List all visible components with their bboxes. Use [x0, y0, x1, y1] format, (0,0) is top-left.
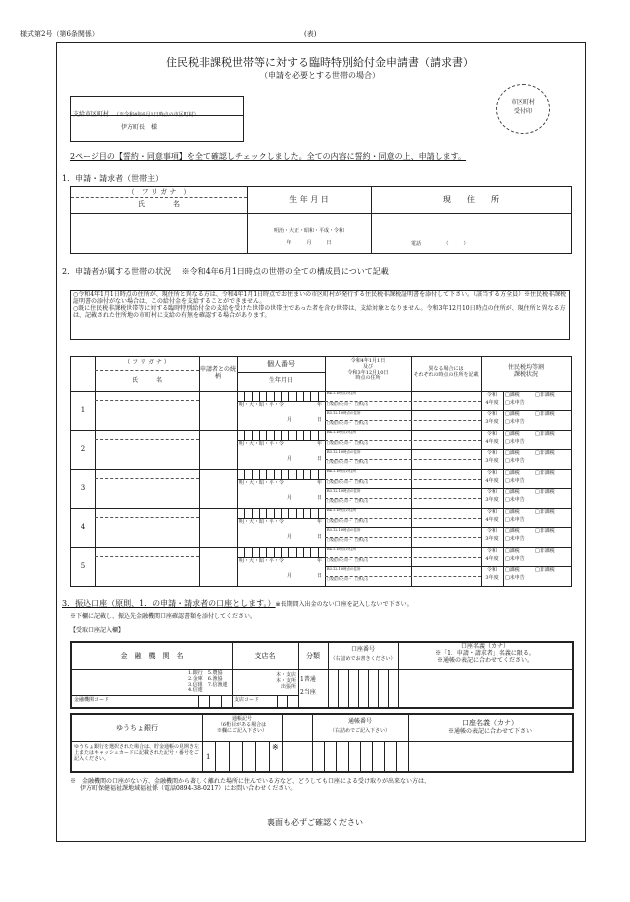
member-mynumber-field[interactable]	[237, 469, 325, 479]
yucho-label: ゆうちょ銀行	[116, 724, 158, 732]
bango-label: 通帳番号	[347, 718, 372, 725]
member-era-options[interactable]: 明・大・昭・平・令	[239, 480, 285, 486]
payer-note: （※令和4年6月1日時点の市区町村）	[114, 112, 199, 118]
tax-exempt-checkbox[interactable]: □非課税	[535, 509, 555, 515]
kigo-header	[202, 717, 282, 734]
kind-current[interactable]: 2当座	[300, 689, 316, 696]
branch-label: 支店名	[254, 652, 276, 660]
side-indicator: (表)	[304, 30, 317, 38]
footer-note-2: 伊方町保健福祉課地域福祉係（電話0894-38-0217）にお問い合わせください。	[80, 784, 297, 792]
holder-note-2: ※通帳の表記に合わせてください。	[436, 656, 533, 664]
member-birth-month: 月	[287, 456, 293, 462]
member-mynumber-field[interactable]	[237, 547, 325, 557]
member-birth-year: 年	[317, 402, 323, 408]
col-furigana: （ フ リ ガ ナ ）	[124, 359, 170, 366]
col-address-diff	[411, 367, 481, 379]
tax-exempt-checkbox[interactable]: □非課税	[535, 548, 555, 554]
tax-year-reiwa: 令和	[486, 528, 497, 534]
r3-same-checkbox[interactable]: □現住所と同一 □異なる	[327, 577, 369, 581]
applicant-birth-date-field[interactable]: 年 月 日	[286, 240, 332, 246]
bank-code-label: 金融機関コード	[74, 697, 110, 703]
tax-unfiled-checkbox[interactable]: □未申告	[505, 478, 525, 484]
stamp-label-1: 市区町村	[510, 99, 535, 106]
member-name-field[interactable]	[97, 441, 197, 467]
r4-address-label: R4.1.1時点の住所	[327, 469, 357, 473]
member-birth-month: 月	[287, 534, 293, 540]
r4-same-checkbox[interactable]: □現住所と同一 □異なる	[327, 558, 369, 562]
applicant-furigana-label: （ フ リ ガ ナ ）	[127, 188, 191, 196]
see-reverse-note: 裏面も必ずご確認ください	[267, 818, 363, 827]
branch-type-options[interactable]	[264, 673, 296, 690]
digit-input[interactable]	[328, 669, 398, 707]
applicant-birth-label: 生 年 月 日	[289, 195, 329, 204]
col-tax-status	[481, 365, 571, 379]
member-relation-field[interactable]	[201, 393, 235, 428]
tax-unfiled-checkbox[interactable]: □未申告	[505, 517, 525, 523]
applicant-address-field[interactable]	[373, 215, 569, 239]
form-number: 様式第2号（第6条関係）	[20, 30, 99, 38]
col-tax-line2: 課税状況	[513, 370, 538, 378]
account-number-note: （右詰めでお書きください）	[330, 656, 396, 662]
notice-eligibility: ○既に住民税非課税世帯等に対する臨時特別給付金の支給を受けた世帯の世帯主であった者を含む世帯は、支給対象となりません。令和3年12月10日時点の住所が、現住所と異なる方は、記載された住所地の市町村に支給の有無を確認する場合があります。	[73, 304, 566, 319]
bank-types-2: 2.金庫 6.漁協	[188, 675, 223, 682]
branch-type-3: 出張所	[280, 683, 296, 690]
kigo-first-digit: 1	[206, 753, 211, 761]
holder-note-1: ※「1．申請・請求者」名義に限る。	[435, 649, 535, 657]
tax-unfiled-checkbox[interactable]: □未申告	[505, 439, 525, 445]
tax-year-reiwa: 令和	[486, 567, 497, 573]
notice-certificate: ○令和4年1月1日時点の住所が、現住所と異なる方は、令和4年1月1日時点でお住まいの市区町村が発行する住民税非課税証明書を添付して下さい。（該当する方全員）※住民税非課税証明書の添付がない場合は、この給付金を支給することができません。	[73, 291, 567, 305]
r4-same-checkbox[interactable]: □現住所と同一 □異なる	[327, 402, 369, 406]
tax-year-label: 3年度	[485, 575, 499, 581]
yucho-table	[70, 713, 574, 773]
col-address-line4: 時点の住所	[355, 375, 381, 382]
account-number-label: 口座番号	[350, 646, 375, 653]
tax-year-label: 4年度	[485, 517, 499, 523]
tax-taxed-checkbox[interactable]: □課税	[505, 509, 520, 515]
reception-stamp-area	[496, 84, 550, 134]
section2-title: 2．申請者が属する世帯の状況	[62, 267, 172, 276]
tax-taxed-checkbox[interactable]: □課税	[505, 431, 520, 437]
kigo-note-2: ※欄にご記入下さい）	[216, 727, 267, 734]
tax-year-reiwa: 令和	[486, 450, 497, 456]
section3-heading-note: ※長期間入出金のない口座を記入しないで下さい。	[275, 601, 413, 608]
r3-address-label: R3.12.10時点の住所	[327, 450, 361, 454]
applicant-era-options[interactable]: 明治・大正・昭和・平成・令和	[273, 228, 344, 234]
yucho-holder-label: 口座名義（カナ）	[462, 719, 518, 727]
tax-unfiled-checkbox[interactable]: □未申告	[505, 419, 525, 425]
form-subtitle: （申請を必要とする世帯の場合）	[260, 71, 380, 80]
col-relation: 申請者との続柄	[199, 366, 236, 380]
tax-year-label: 4年度	[485, 556, 499, 562]
col-birth: 生年月日	[268, 377, 293, 384]
member-birth-year: 年	[317, 519, 323, 525]
kigo-label: 通帳記号	[231, 716, 252, 722]
tax-taxed-checkbox[interactable]: □課税	[505, 528, 520, 534]
member-birth-day: 日	[317, 456, 323, 462]
bank-type-options[interactable]	[188, 671, 228, 694]
tax-taxed-checkbox[interactable]: □課税	[505, 392, 520, 398]
member-relation-field[interactable]	[201, 471, 235, 506]
section3-heading	[62, 599, 413, 609]
tax-exempt-checkbox[interactable]: □非課税	[535, 489, 555, 495]
yucho-holder-note: ※通帳の表記に合わせて下さい	[447, 728, 532, 735]
tax-year-label: 4年度	[485, 400, 499, 406]
bank-account-table	[70, 641, 574, 709]
tax-year-reiwa: 令和	[486, 431, 497, 437]
r4-same-checkbox[interactable]: □現住所と同一 □異なる	[327, 519, 369, 523]
tax-exempt-checkbox[interactable]: □非課税	[535, 411, 555, 417]
r4-same-checkbox[interactable]: □現住所と同一 □異なる	[327, 480, 369, 484]
tax-year-reiwa: 令和	[486, 470, 497, 476]
member-relation-field[interactable]	[201, 510, 235, 545]
section1-heading: 1．申請・請求者（世帯主）	[62, 174, 164, 183]
section2-heading	[62, 267, 389, 277]
member-name-field[interactable]	[97, 558, 197, 584]
form-title: 住民税非課税世帯等に対する臨時特別給付金申請書（請求書）	[166, 56, 474, 69]
applicant-address-label: 現 住 所	[443, 195, 499, 204]
footer-note-1: ※ 金融機関の口座がない方、金融機関から著しく離れた場所に住んでいる方など、どうしても口座による受け取りが出来ない方は、	[70, 778, 431, 785]
tax-taxed-checkbox[interactable]: □課税	[505, 450, 520, 456]
section3-note: ※下欄に記載し、振込先金融機関口座確認書類を添付してください。	[70, 613, 257, 620]
tax-year-label: 3年度	[485, 419, 499, 425]
member-birth-year: 年	[317, 441, 323, 447]
bank-name-field[interactable]	[74, 671, 186, 694]
tax-taxed-checkbox[interactable]: □課税	[505, 489, 520, 495]
tax-year-reiwa: 令和	[486, 548, 497, 554]
member-birth-day: 日	[317, 534, 323, 540]
r4-address-label: R4.1.1時点の住所	[327, 547, 357, 551]
tax-exempt-checkbox[interactable]: □非課税	[535, 450, 555, 456]
tax-taxed-checkbox[interactable]: □課税	[505, 548, 520, 554]
yucho-note: ゆうちょ銀行を選択された場合は、貯金通帳の見開き左上またはキャッシュカードに記載された記号・番号をご記入ください。	[74, 744, 200, 762]
r3-same-checkbox[interactable]: □現住所と同一 □異なる	[327, 499, 369, 503]
tax-exempt-checkbox[interactable]: □非課税	[535, 431, 555, 437]
household-table	[70, 356, 572, 587]
kind-label: 分類	[306, 652, 320, 660]
tax-year-label: 3年度	[485, 536, 499, 542]
member-era-options[interactable]: 明・大・昭・平・令	[239, 558, 285, 564]
member-relation-field[interactable]	[201, 549, 235, 584]
member-birth-month: 月	[287, 573, 293, 579]
kigo-note-1: （6桁目がある場合は	[217, 721, 267, 728]
holder-label: 口座名義（カナ）	[460, 643, 509, 650]
holder-name-field[interactable]	[400, 671, 570, 705]
digit-input[interactable]	[202, 741, 282, 771]
tax-unfiled-checkbox[interactable]: □未申告	[505, 497, 525, 503]
tax-year-label: 3年度	[485, 497, 499, 503]
r3-address-label: R3.12.10時点の住所	[327, 489, 361, 493]
r3-same-checkbox[interactable]: □現住所と同一 □異なる	[327, 421, 369, 425]
tax-year-reiwa: 令和	[486, 411, 497, 417]
bank-types-4: 4.信連	[188, 687, 203, 694]
row-number: 3	[80, 484, 86, 492]
col-name: 氏 名	[131, 377, 162, 384]
section2-notices	[70, 290, 570, 340]
row-number: 2	[80, 445, 86, 453]
col-address-line2: 及び	[362, 363, 373, 370]
tax-taxed-checkbox[interactable]: □課税	[505, 567, 520, 573]
r4-address-label: R4.1.1時点の住所	[327, 430, 357, 434]
payer-mayor: 伊方町長 様	[121, 124, 158, 131]
applicant-phone-field[interactable]: 電話 （ ）	[411, 241, 469, 247]
r4-same-checkbox[interactable]: □現住所と同一 □異なる	[327, 441, 369, 445]
member-name-field[interactable]	[97, 519, 197, 545]
yucho-holder-field[interactable]	[410, 743, 570, 769]
member-era-options[interactable]: 明・大・昭・平・令	[239, 519, 285, 525]
tax-exempt-checkbox[interactable]: □非課税	[535, 392, 555, 398]
digit-input[interactable]	[266, 695, 298, 707]
tax-unfiled-checkbox[interactable]: □未申告	[505, 556, 525, 562]
col-address-line3: 令和3年12月10日	[347, 369, 389, 376]
branch-type-2: 本・支所	[275, 677, 296, 684]
stamp-label-2: 受付印	[513, 108, 532, 115]
tax-taxed-checkbox[interactable]: □課税	[505, 411, 520, 417]
digit-input[interactable]	[312, 741, 408, 771]
holder-header	[398, 644, 572, 665]
tax-unfiled-checkbox[interactable]: □未申告	[505, 575, 525, 581]
bank-types-3: 3.信組 7.信漁連	[188, 681, 228, 688]
member-mynumber-field[interactable]	[237, 508, 325, 518]
member-birth-year: 年	[317, 480, 323, 486]
tax-unfiled-checkbox[interactable]: □未申告	[505, 400, 525, 406]
tax-year-reiwa: 令和	[486, 392, 497, 398]
member-birth-day: 日	[317, 573, 323, 579]
tax-unfiled-checkbox[interactable]: □未申告	[505, 536, 525, 542]
tax-exempt-checkbox[interactable]: □非課税	[535, 470, 555, 476]
member-name-field[interactable]	[97, 480, 197, 506]
col-address-line1: 令和4年1月1日	[350, 358, 386, 364]
tax-taxed-checkbox[interactable]: □課税	[505, 470, 520, 476]
r3-address-label: R3.12.10時点の住所	[327, 528, 361, 532]
tax-year-reiwa: 令和	[486, 489, 497, 495]
row-number: 1	[80, 406, 86, 414]
member-name-field[interactable]	[97, 402, 197, 428]
member-mynumber-field[interactable]	[237, 391, 325, 401]
member-birth-month: 月	[287, 417, 293, 423]
tax-exempt-checkbox[interactable]: □非課税	[535, 567, 555, 573]
section2-note: ※令和4年6月1日時点の世帯の全ての構成員について記載	[181, 267, 389, 276]
kigo-sixth-digit-mark: ※	[272, 743, 279, 752]
tax-year-label: 4年度	[485, 439, 499, 445]
applicant-name-label: 氏 名	[138, 200, 180, 208]
tax-year-label: 3年度	[485, 458, 499, 464]
tax-year-reiwa: 令和	[486, 509, 497, 515]
digit-input[interactable]	[186, 695, 232, 707]
section3-title: 3．振込口座（原則、1．の申請・請求者の口座とします。）	[62, 599, 276, 608]
col-diff-line2: それぞれの時点の住所を記載	[413, 371, 479, 378]
member-birth-day: 日	[317, 417, 323, 423]
member-era-options[interactable]: 明・大・昭・平・令	[239, 402, 285, 408]
col-tax-line1: 住民税均等割	[507, 364, 544, 371]
payer-label: 支給市区町村	[73, 111, 110, 118]
member-birth-year: 年	[317, 558, 323, 564]
tax-year-label: 4年度	[485, 478, 499, 484]
member-birth-day: 日	[317, 495, 323, 501]
applicant-table	[70, 186, 572, 254]
r3-address-label: R3.12.10時点の住所	[327, 567, 361, 571]
bank-types-1: 1.銀行 5.農協	[188, 670, 223, 676]
r3-same-checkbox[interactable]: □現住所と同一 □異なる	[327, 460, 369, 464]
col-diff-line1: 異なる場合には	[428, 366, 464, 372]
row-number: 4	[80, 523, 86, 531]
row-number: 5	[80, 562, 86, 570]
r3-address-label: R3.12.10時点の住所	[327, 411, 361, 415]
r4-address-label: R4.1.1時点の住所	[327, 391, 357, 395]
member-era-options[interactable]: 明・大・昭・平・令	[239, 441, 285, 447]
tax-exempt-checkbox[interactable]: □非課税	[535, 528, 555, 534]
bank-name-label: 金 融 機 関 名	[120, 652, 184, 660]
branch-type-1: 本・支店	[275, 672, 296, 678]
tax-unfiled-checkbox[interactable]: □未申告	[505, 458, 525, 464]
applicant-name-field[interactable]	[73, 215, 245, 251]
kind-ordinary[interactable]: 1普通	[300, 676, 316, 683]
payer-box	[70, 96, 244, 142]
r3-same-checkbox[interactable]: □現住所と同一 □異なる	[327, 538, 369, 542]
section3-bracket: 【受取口座記入欄】	[70, 627, 125, 634]
col-address	[325, 359, 411, 382]
bango-note: （右詰めでご記入下さい）	[329, 728, 390, 734]
col-mynumber: 個人番号	[267, 360, 295, 368]
member-birth-month: 月	[287, 495, 293, 501]
member-relation-field[interactable]	[201, 432, 235, 467]
r4-address-label: R4.1.1時点の住所	[327, 508, 357, 512]
section3-footer-note	[70, 779, 570, 793]
member-mynumber-field[interactable]	[237, 430, 325, 440]
pledge-statement: 2ページ目の【誓約・同意事項】を全て確認しチェックしました。全ての内容に誓約・同意の上、申請します。	[70, 152, 467, 161]
branch-code-label: 支店コード	[234, 697, 260, 703]
